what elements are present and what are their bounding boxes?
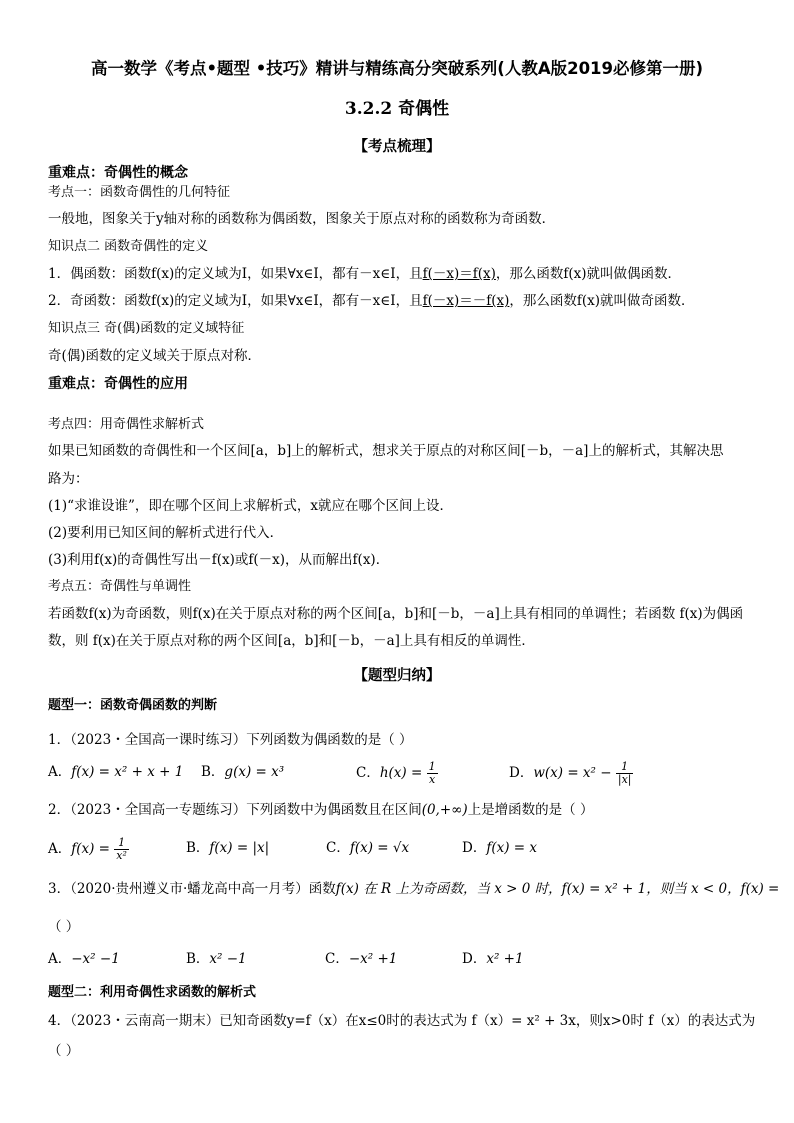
q1-option-a: A．f(x) = x² + x + 1 — [48, 764, 184, 780]
fraction-1-over-x-squared: $\frac{1}{\text{x²}}$ — [116, 836, 127, 862]
q3-option-b: B．x² −1 — [186, 951, 247, 967]
kp1-title: 考点一：函数奇偶性的几何特征 — [48, 185, 231, 200]
kp4-step2: (2)要利用已知区间的解析式进行代入． — [48, 525, 284, 541]
fraction-1-over-x: $\frac{1}{x}$ — [428, 760, 436, 786]
q3-option-a: A．−x² −1 — [48, 951, 120, 967]
section-heading-kaodian: 【考点梳理】 — [353, 139, 441, 155]
type1-heading: 题型一：函数奇偶函数的判断 — [48, 698, 218, 713]
kp1-text: 一般地，图象关于y轴对称的函数称为偶函数，图象关于原点对称的函数称为奇函数． — [48, 211, 556, 227]
fraction-1-over-abs-x: $\frac{1}{|x|}$ — [617, 760, 632, 786]
kp3-text: 奇(偶)函数的定义域关于原点对称． — [48, 348, 262, 364]
heading-application: 重难点：奇偶性的应用 — [48, 376, 188, 392]
question-4-paren: （ ） — [48, 1043, 80, 1059]
kp2-title: 知识点二 函数奇偶性的定义 — [48, 239, 209, 254]
section-heading-tixing: 【题型归纳】 — [353, 668, 441, 684]
heading-concept: 重难点：奇偶性的概念 — [48, 165, 188, 181]
section-subtitle: 3.2.2 奇偶性 — [344, 99, 450, 119]
even-condition: f(－x)＝f(x) — [422, 266, 496, 282]
kp2-item1: 1．偶函数：函数f(x)的定义域为I，如果∀x∈I，都有－x∈I，且f(－x)＝f(x)，那么函数f(x)就叫做偶函数． — [48, 266, 682, 282]
q3-option-d: D．x² +1 — [462, 951, 524, 967]
kp4-line2: 路为： — [48, 471, 89, 487]
q2-option-b: B．f(x) = |x| — [186, 840, 270, 856]
question-4: 4．（2023・云南高一期末）已知奇函数y=f（x）在x≤0时的表达式为 f（x）= x² + 3x，则x>0时 f（x）的表达式为 — [48, 1013, 756, 1029]
q1-option-d: D．w(x) = x² − $\frac{1}{|x|}$ — [509, 760, 632, 786]
question-1: 1．（2023・全国高一课时练习）下列函数为偶函数的是（ ） — [48, 732, 413, 748]
type2-heading: 题型二：利用奇偶性求函数的解析式 — [48, 985, 257, 1000]
kp5-title: 考点五：奇偶性与单调性 — [48, 579, 192, 594]
q2-option-a: A．f(x) = $\frac{1}{\text{x²}}$ — [48, 836, 127, 862]
q2-option-d: D．f(x) = x — [462, 840, 537, 856]
question-3-paren: （ ） — [48, 919, 80, 935]
kp4-step1: (1)“求谁设谁”，即在哪个区间上求解析式，x就应在哪个区间上设． — [48, 498, 454, 514]
kp5-line1: 若函数f(x)为奇函数，则f(x)在关于原点对称的两个区间[a，b]和[－b，－a]上具有相同的单调性；若函数 f(x)为偶函 — [48, 606, 744, 622]
kp4-step3: (3)利用f(x)的奇偶性写出－f(x)或f(－x)，从而解出f(x)． — [48, 552, 390, 568]
q1-option-b: B．g(x) = x³ — [201, 764, 285, 780]
kp2-item2: 2．奇函数：函数f(x)的定义域为I，如果∀x∈I，都有－x∈I，且f(－x)＝－f(x)，那么函数f(x)就叫做奇函数． — [48, 293, 695, 309]
q3-option-c: C．−x² +1 — [325, 951, 398, 967]
odd-condition: f(－x)＝－f(x) — [422, 293, 510, 309]
kp4-line1: 如果已知函数的奇偶性和一个区间[a，b]上的解析式，想求关于原点的对称区间[－b，－a]上的解析式，其解决思 — [48, 443, 724, 459]
kp5-line2: 数，则 f(x)在关于原点对称的两个区间[a，b]和[－b，－a]上具有相反的单调性． — [48, 633, 535, 649]
question-2: 2．（2023・全国高一专题练习）下列函数中为偶函数且在区间(0,+∞)上是增函数的是（ ） — [48, 802, 594, 818]
kp3-title: 知识点三 奇(偶)函数的定义域特征 — [48, 321, 245, 336]
kp4-title: 考点四：用奇偶性求解析式 — [48, 417, 205, 432]
document-title: 高一数学《考点•题型 •技巧》精讲与精练高分突破系列(人教A版2019必修第一册) — [90, 59, 704, 78]
q2-option-c: C．f(x) = √x — [326, 840, 410, 856]
q1-option-c: C．h(x) = $\frac{1}{x}$ — [356, 760, 436, 786]
question-3: 3．（2020·贵州遵义市·蟠龙高中高一月考）函数f(x) 在 R 上为奇函数，当 x > 0 时，f(x) = x² + 1，则当 x < 0，f(x) = — [48, 881, 780, 897]
